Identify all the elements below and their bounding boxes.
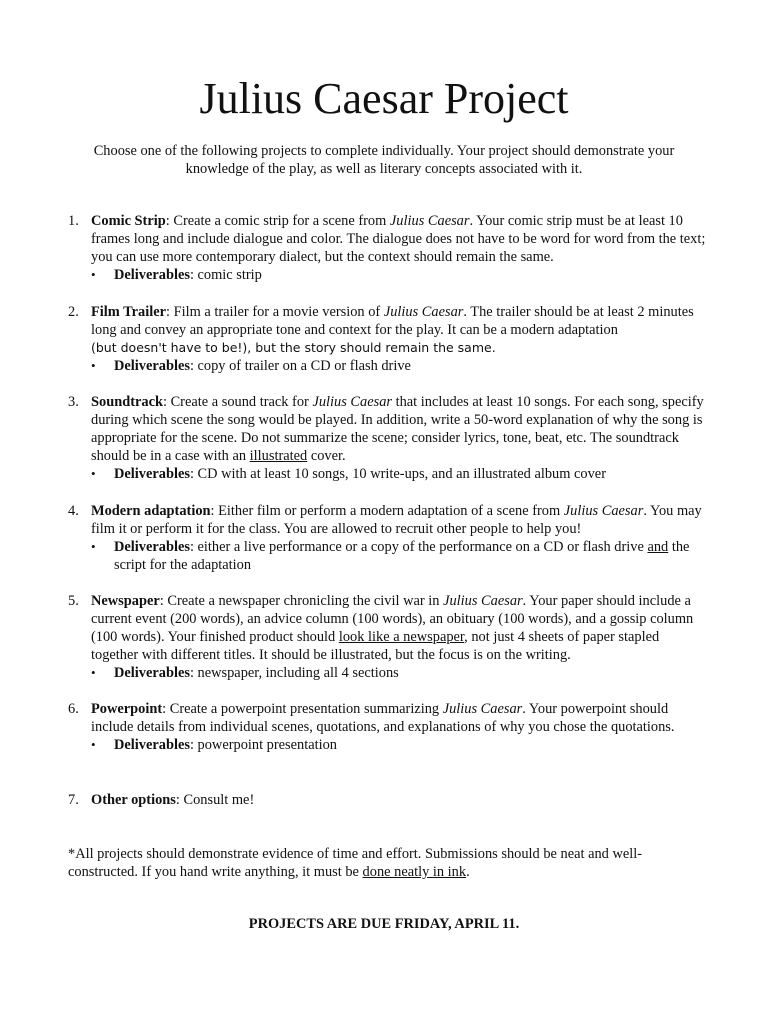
description-text: . You may film it or perform it for the class. You are allowed to recruit other people to help you! xyxy=(91,503,702,537)
description-text: : Consult me! xyxy=(175,792,255,808)
underlined-text: look like a newspaper xyxy=(338,629,465,645)
item-description xyxy=(91,502,708,538)
item-description xyxy=(91,303,708,357)
deliverables-label: Deliverables xyxy=(114,737,190,753)
item-description xyxy=(91,791,708,809)
project-item-newspaper xyxy=(68,592,708,682)
description-text: that includes at least 10 songs. For each song, specify during which scene the song would be played. In addition, write a 50-word explanation of why the song is appropriate for the scene. Do not summarize the scene; consider lyrics, tone, beat, etc. The soundtrack should be in a case with an xyxy=(91,394,704,464)
item-number: 2. xyxy=(68,304,79,320)
description-text: . Your comic strip must be at least 10 frames long and include dialogue and color. The dialogue does not have to be word for word from the text; you can use more contemporary dialect, but the context should remain the same. xyxy=(91,213,706,265)
project-name: Film Trailer xyxy=(91,304,166,320)
intro-paragraph: Choose one of the following projects to complete individually. Your project should demonstrate your knowledge of the play, as well as literary concepts associated with it. xyxy=(93,143,675,177)
project-item-modern-adaptation xyxy=(68,502,708,574)
deliverables-label: Deliverables xyxy=(114,267,190,283)
deliverables-text: : powerpoint presentation xyxy=(189,737,338,753)
underlined-text: illustrated xyxy=(249,448,308,464)
underlined-text: and xyxy=(647,539,669,555)
project-name: Powerpoint xyxy=(91,701,163,717)
deliverables-text: : newspaper, including all 4 sections xyxy=(189,665,399,681)
deliverables-label: Deliverables xyxy=(114,466,190,482)
bullet-icon: • xyxy=(91,466,96,481)
due-date-notice: PROJECTS ARE DUE FRIDAY, APRIL 11. xyxy=(248,916,520,932)
note-text: *All projects should demonstrate evidence of time and effort. Submissions should be neat and well-constructed. If you hand write anything, it must be xyxy=(68,846,643,880)
description-text: : Film a trailer for a movie version of xyxy=(166,304,384,320)
deliverables-text: : either a live performance or a copy of the performance on a CD or flash drive xyxy=(189,539,648,555)
deliverables-label: Deliverables xyxy=(114,665,190,681)
handwritten-annotation: (but doesn't have to be!), but the story should remain the same. xyxy=(91,340,496,355)
project-name: Soundtrack xyxy=(91,394,163,410)
description-text: : Create a sound track for xyxy=(162,394,313,410)
description-text: cover. xyxy=(307,448,346,464)
item-number: 5. xyxy=(68,593,79,609)
item-number: 7. xyxy=(68,792,79,808)
project-item-soundtrack xyxy=(68,393,708,483)
description-text: : Create a powerpoint presentation summarizing xyxy=(162,701,443,717)
project-item-powerpoint xyxy=(68,700,708,754)
deliverables-text: : CD with at least 10 songs, 10 write-ups, and an illustrated album cover xyxy=(189,466,606,482)
play-title: Julius Caesar xyxy=(443,593,523,609)
project-item-other-options xyxy=(68,791,708,809)
deliverables-text: : comic strip xyxy=(189,267,262,283)
deliverables-line xyxy=(91,266,708,284)
deliverables-text: the script for the adaptation xyxy=(114,539,690,573)
description-text: : Create a comic strip for a scene from xyxy=(165,213,390,229)
underlined-text: done neatly in ink xyxy=(362,864,467,880)
deliverables-text: : copy of trailer on a CD or flash drive xyxy=(189,358,411,374)
deliverables-line xyxy=(91,357,708,375)
description-text: . The trailer should be at least 2 minutes long and convey an appropriate tone and context for the play. It can be a modern adaptation xyxy=(91,304,694,338)
item-description xyxy=(91,393,708,465)
project-item-comic-strip xyxy=(68,212,708,284)
bullet-icon: • xyxy=(91,267,96,282)
description-text: : Create a newspaper chronicling the civil war in xyxy=(159,593,444,609)
deliverables-line xyxy=(91,664,708,682)
description-text: , not just 4 sheets of paper stapled together with different titles. It should be illustrated, but the focus is on the writing. xyxy=(91,629,660,663)
deliverables-label: Deliverables xyxy=(114,358,190,374)
play-title: Julius Caesar xyxy=(389,213,470,229)
play-title: Julius Caesar xyxy=(563,503,644,519)
deliverables-line xyxy=(91,465,708,483)
project-item-film-trailer xyxy=(68,303,708,375)
description-text: . Your paper should include a current event (200 words), an advice column (100 words), an obituary (100 words), and a gossip column (100 words). Your finished product should xyxy=(91,593,694,645)
deliverables-label: Deliverables xyxy=(114,539,190,555)
item-number: 6. xyxy=(68,701,79,717)
bullet-icon: • xyxy=(91,737,96,752)
play-title: Julius Caesar xyxy=(312,394,392,410)
item-number: 3. xyxy=(68,394,79,410)
bullet-icon: • xyxy=(91,358,96,373)
item-description xyxy=(91,212,708,266)
project-name: Modern adaptation xyxy=(91,503,211,519)
description-text: : Either film or perform a modern adaptation of a scene from xyxy=(210,503,564,519)
item-number: 1. xyxy=(68,213,79,229)
play-title: Julius Caesar xyxy=(383,304,464,320)
bullet-icon: • xyxy=(91,665,96,680)
item-number: 4. xyxy=(68,503,79,519)
requirements-note xyxy=(68,845,688,881)
page-title: Julius Caesar Project xyxy=(199,74,569,123)
deliverables-line xyxy=(91,736,708,754)
deliverables-line xyxy=(91,538,708,574)
description-text: . Your powerpoint should include details from individual scenes, quotations, and explanations of why you chose the quotations. xyxy=(91,701,675,735)
play-title: Julius Caesar xyxy=(442,701,523,717)
project-name: Other options xyxy=(91,792,176,808)
bullet-icon: • xyxy=(91,539,96,554)
item-description xyxy=(91,592,708,664)
note-text: . xyxy=(466,864,470,880)
item-description xyxy=(91,700,708,736)
project-name: Comic Strip xyxy=(91,213,166,229)
project-name: Newspaper xyxy=(91,593,160,609)
